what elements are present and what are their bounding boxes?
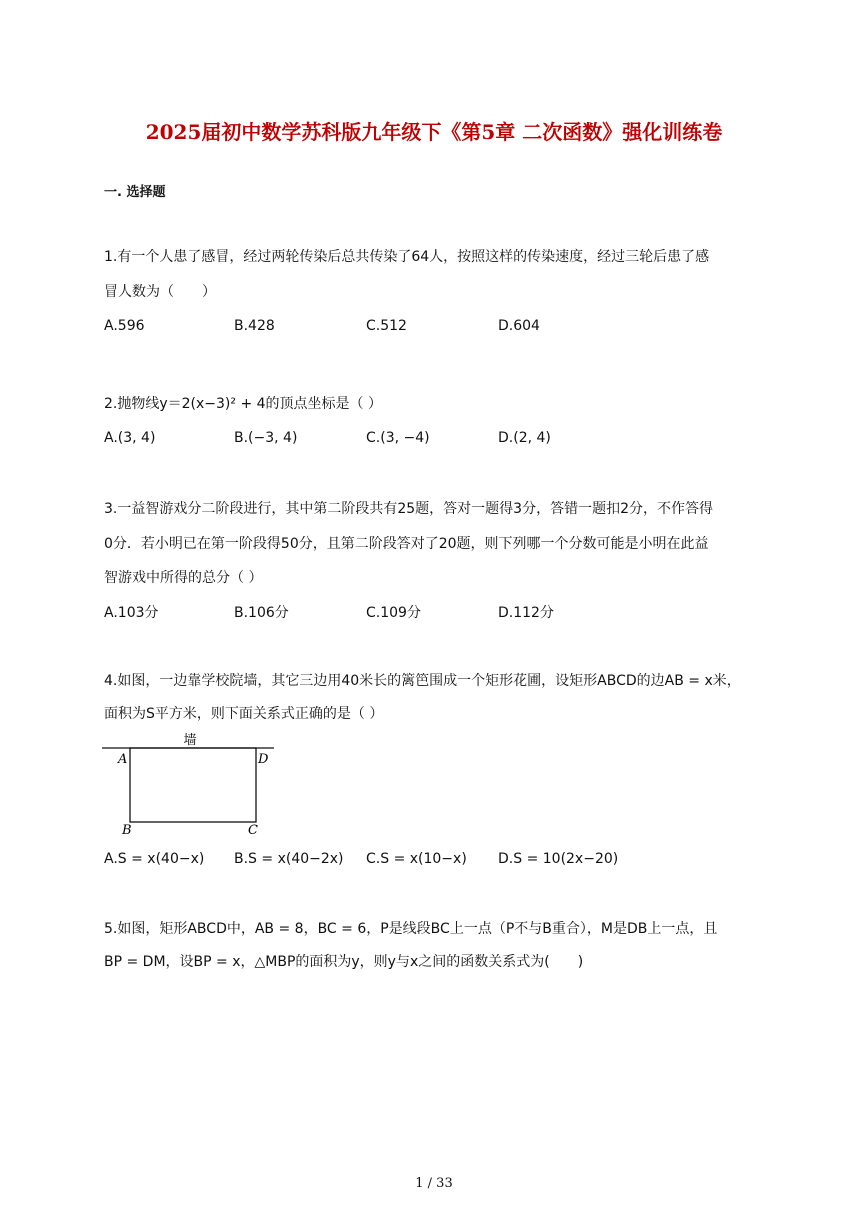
document-title: 2025届初中数学苏科版九年级下《第5章 二次函数》强化训练卷	[145, 120, 723, 144]
wall-label: 墙	[183, 733, 197, 748]
question-1-option-a: A.596	[104, 318, 145, 334]
question-4-option-c: C.S = x(10−x)	[366, 851, 467, 867]
question-2-line-1: 2.抛物线y＝2(x−3)² + 4的顶点坐标是（ ）	[104, 396, 382, 412]
question-4-option-d: D.S = 10(2x−20)	[498, 851, 619, 867]
question-3-line-1: 3.一益智游戏分二阶段进行，其中第二阶段共有25题，答对一题得3分，答错一题扣2分，不作答得	[104, 501, 713, 517]
question-3-option-c: C.109分	[366, 605, 421, 621]
vertex-a-label: A	[118, 752, 128, 767]
question-1-option-d: D.604	[498, 318, 540, 334]
question-2-option-b: B.(−3, 4)	[234, 430, 298, 446]
section-heading: 一. 选择题	[104, 185, 166, 200]
question-2-option-d: D.(2, 4)	[498, 430, 551, 446]
question-1-option-c: C.512	[366, 318, 407, 334]
question-4-line-2: 面积为S平方米，则下面关系式正确的是（ ）	[104, 706, 384, 722]
question-5-line-1: 5.如图，矩形ABCD中，AB = 8，BC = 6，P是线段BC上一点（P不与B重合），M是DB上一点，且	[104, 921, 718, 937]
question-1-line-1: 1.有一个人患了感冒，经过两轮传染后总共传染了64人，按照这样的传染速度，经过三轮后患了感	[104, 249, 710, 265]
question-5-line-2: BP = DM，设BP = x，△MBP的面积为y，则y与x之间的函数关系式为( )	[104, 954, 584, 970]
question-4-line-1: 4.如图，一边靠学校院墙，其它三边用40米长的篱笆围成一个矩形花圃，设矩形ABCD的边AB = x米，	[104, 673, 741, 689]
rectangle-abcd	[130, 748, 256, 822]
question-1-option-b: B.428	[234, 318, 275, 334]
question-3-option-a: A.103分	[104, 605, 159, 621]
vertex-d-label: D	[258, 752, 269, 767]
question-4-option-b: B.S = x(40−2x)	[234, 851, 344, 867]
page-number: 1 / 33	[415, 1176, 453, 1191]
question-2-option-a: A.(3, 4)	[104, 430, 156, 446]
question-4-option-a: A.S = x(40−x)	[104, 851, 205, 867]
vertex-c-label: C	[248, 823, 258, 838]
question-3-option-b: B.106分	[234, 605, 289, 621]
question-2-option-c: C.(3, −4)	[366, 430, 430, 446]
question-1-line-2: 冒人数为（ ）	[104, 284, 216, 300]
vertex-b-label: B	[122, 823, 132, 838]
question-3-line-2: 0分．若小明已在第一阶段得50分，且第二阶段答对了20题，则下列哪一个分数可能是小明在此益	[104, 536, 709, 552]
rectangle-garden-figure	[100, 730, 280, 840]
question-3-option-d: D.112分	[498, 605, 554, 621]
question-3-line-3: 智游戏中所得的总分（ ）	[104, 570, 263, 586]
